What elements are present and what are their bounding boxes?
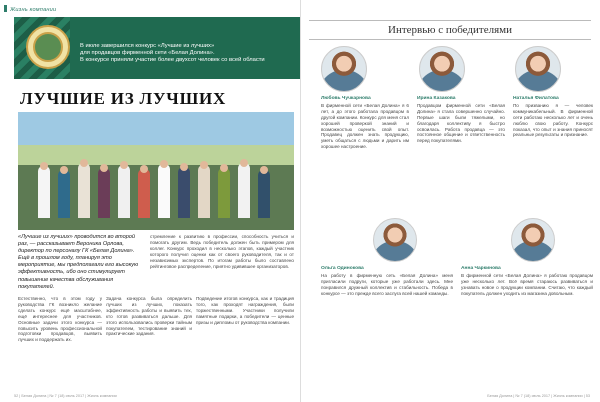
winner-text: На работу в фирменную сеть «Белая Долина» меня пригласили подруги, которые уже работали здесь. Мне понравился дружный коллектив и стабильность. Победа в конкурсе — это прежде всего заслуга всей нашей команды. (321, 272, 453, 296)
photo-figure (258, 170, 270, 218)
photo-figure (58, 170, 70, 218)
photo-figure (178, 167, 190, 218)
intro-paragraph: стремление к развитию в профессии, способность учиться и помогать другим. Ведь победитель должен быть примером для коллег. Конкурс проходил в несколько этапов, каждый участник которого получил оценки как от своего руководителя, так и от независимых экспертов. По итогам работы было составлено рейтинговое распределение, приятно удивившее организаторов. (150, 234, 294, 269)
winner-text: В фирменной сети «Белая Долина» я работаю продавцом уже несколько лет. Всё время стараюсь развиваться и узнавать новое о продукции компании. Считаю, что каждый покупатель должен уходить из магазина довольным. (461, 272, 593, 296)
quote-caption: «Лучшие из лучших» проводится во второй раз, — рассказывает Вероника Орлова, директор по персоналу ГК «Белая Долина». Ещё в прошлом году, планируя это мероприятие, мы предполагали его высокую эффективность, ибо оно стимулирует повышение качества обслуживания покупателей. (18, 234, 139, 290)
winner-text: Продавцом фирменной сети «Белая Долина» я стала совершенно случайно. Первые шаги были тяжелыми, но благодаря коллективу я быстро освоилась. Работа продавца — это постоянное общение и ответственность перед покупателями. (417, 102, 505, 144)
winner-name: Любовь Чучкарнова (321, 96, 371, 101)
section-label: Жизнь компании (4, 5, 56, 13)
article-column-2: Задача конкурса была определить лучших из лучших, показать эффективность работы и выявить тех, кто готов развиваться дальше. Для этого использовались проверки тайным покупателем, тестирование знаний и практические задания. (106, 296, 192, 337)
winner-block (417, 96, 505, 144)
photo-head (100, 164, 108, 172)
banner-text (80, 43, 290, 64)
winner-block (321, 266, 453, 297)
winner-block (461, 266, 593, 297)
article-column-3: Подведение итогов конкурса, как и традиция того, как проходят награждения, были торжественными. Участники получили памятные подарки, а победители — ценные призы и дипломы от руководства компании. (196, 296, 294, 325)
photo-figure (218, 168, 230, 218)
photo-head (60, 166, 68, 174)
photo-head (240, 159, 248, 167)
photo-figure (138, 169, 150, 218)
photo-head (140, 165, 148, 173)
banner-line-2: для продавцов фирменной сети «Белая Долина». (80, 50, 215, 57)
photo-head (160, 160, 168, 168)
winner-name: Ирина Казакова (417, 96, 456, 101)
winner-name: Наталья Филатова (513, 96, 559, 101)
photo-head (120, 161, 128, 169)
photo-head (40, 162, 48, 170)
winner-block (321, 96, 409, 150)
brand-logo-icon (26, 25, 70, 69)
photo-head (200, 161, 208, 169)
photo-head (220, 164, 228, 172)
photo-figure (98, 168, 110, 218)
article-column-1: Естественно, что в этом году у руководства ГК возникло желание сделать конкурс ещё масштабнее, ещё интереснее для участников. Основные задачи этого конкурса — повысить уровень профессиональной подготовки продавцов, выявить лучших и поддержать их. (18, 296, 102, 343)
photo-figure (38, 166, 50, 218)
winner-name: Анна Чаркинова (461, 266, 501, 271)
photo-figure (78, 163, 90, 218)
photo-figure (158, 164, 170, 218)
banner-line-1: В июле завершился конкурс «Лучшие из лучших» (80, 43, 215, 49)
photo-head (260, 166, 268, 174)
winner-block (513, 96, 593, 138)
right-page (300, 0, 600, 402)
group-photo (18, 112, 294, 230)
winner-photo (373, 218, 417, 262)
winner-photo (321, 46, 367, 92)
winner-photo (511, 218, 555, 262)
photo-figure (118, 165, 130, 218)
banner-line-3: В конкурсе приняли участие более двухсот человек со всей области (80, 57, 265, 64)
interview-header (309, 20, 591, 40)
interview-heading: Интервью с победителями (388, 24, 512, 36)
article-title: ЛУЧШИЕ ИЗ ЛУЧШИХ (20, 89, 227, 108)
winner-name: Ольга Одинокова (321, 266, 364, 271)
photo-figure (198, 165, 210, 218)
photo-head (180, 163, 188, 171)
winner-text: В фирменной сети «Белая Долина» я 6 лет, а до этого работала продавцом в другой компании. Конкурс для меня стал хорошей проверкой знаний и возможностью оценить свой опыт. Продавец должен знать продукцию, уметь общаться с людьми и дарить им хорошее настроение. (321, 102, 409, 150)
winner-photo (419, 46, 465, 92)
page-footer: 52 | Белая Долина | № 7 (18) июль 2017 | Жизнь компании (14, 394, 117, 398)
winner-text: По призванию я — человек коммуникабельный. В фирменной сети работаю несколько лет и очень люблю свою работу. Конкурс показал, что опыт и знания приносят реальные результаты и признание. (513, 102, 593, 138)
photo-head (80, 159, 88, 167)
intro-banner (14, 17, 300, 79)
photo-figure (238, 163, 250, 218)
winner-photo (515, 46, 561, 92)
page-footer: Белая Долина | № 7 (18) июль 2017 | Жизнь компании | 53 (487, 394, 590, 398)
